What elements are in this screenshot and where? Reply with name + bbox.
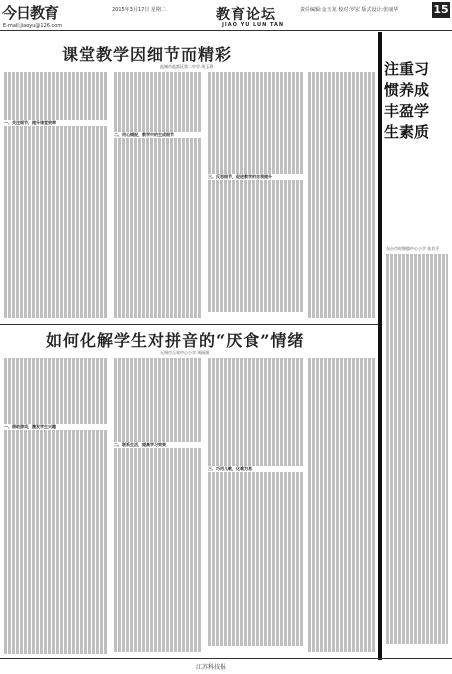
footer-text: 江苏科技报 xyxy=(196,664,227,671)
article1-col2 xyxy=(114,72,202,322)
sidebar-divider xyxy=(378,32,382,660)
article2-subhead-2: 二、联系生活，提高学习效果 xyxy=(114,442,166,447)
page-number: 15 xyxy=(433,3,449,16)
section-subtitle: JIAO YU LUN TAN xyxy=(222,22,285,28)
footer-rule xyxy=(0,658,452,659)
logo-text: 今日教育 xyxy=(2,4,59,22)
article2-subhead-3: 三、巧用儿歌，化难为易 xyxy=(208,466,252,471)
article2-subhead-1: 一、借助游戏，激发学生兴趣 xyxy=(4,424,56,429)
article1-subhead-2: 二、用心捕捉，教学中的生成细节 xyxy=(114,132,174,137)
article1-byline: 盐城市盐都区第二中学 周玉珍 xyxy=(160,64,214,69)
article1-col4 xyxy=(308,72,376,322)
sidebar-article-title: 注重习惯养成 丰盈学生素质 xyxy=(384,60,430,141)
sidebar-article-byline: 东台市时堰镇中心小学 张其平 xyxy=(386,246,440,251)
article1-subhead-1: 一、关注细节，提升课堂效率 xyxy=(4,120,56,125)
sidebar-article-body xyxy=(386,254,448,654)
article1-col3 xyxy=(208,72,304,322)
article1-subhead-3: 三、反思细节，促进教学的自我提升 xyxy=(208,174,272,179)
article2-col2 xyxy=(114,358,202,654)
article2-col3 xyxy=(208,358,304,654)
header-rule xyxy=(0,30,452,31)
editor-credits: 责任编辑:金玉龙 校对:罗宏 版式设计:张丽华 xyxy=(300,7,399,13)
article2-byline: 无锡市玉祁中心小学 周丽娟 xyxy=(160,350,210,355)
article1-col1 xyxy=(4,72,108,322)
article2-title: 如何化解学生对拼音的“厌食”情绪 xyxy=(46,331,305,350)
article2-col1 xyxy=(4,358,108,654)
article-divider xyxy=(0,324,378,325)
issue-date: 2015年3月17日 星期二 xyxy=(112,7,166,13)
paper-logo xyxy=(2,2,64,20)
article2-col4 xyxy=(308,358,376,654)
contact-email: E-mail:jiaoyu@126.com xyxy=(3,23,63,29)
section-title: 教育论坛 xyxy=(216,7,276,23)
article1-title: 课堂教学因细节而精彩 xyxy=(62,45,233,64)
